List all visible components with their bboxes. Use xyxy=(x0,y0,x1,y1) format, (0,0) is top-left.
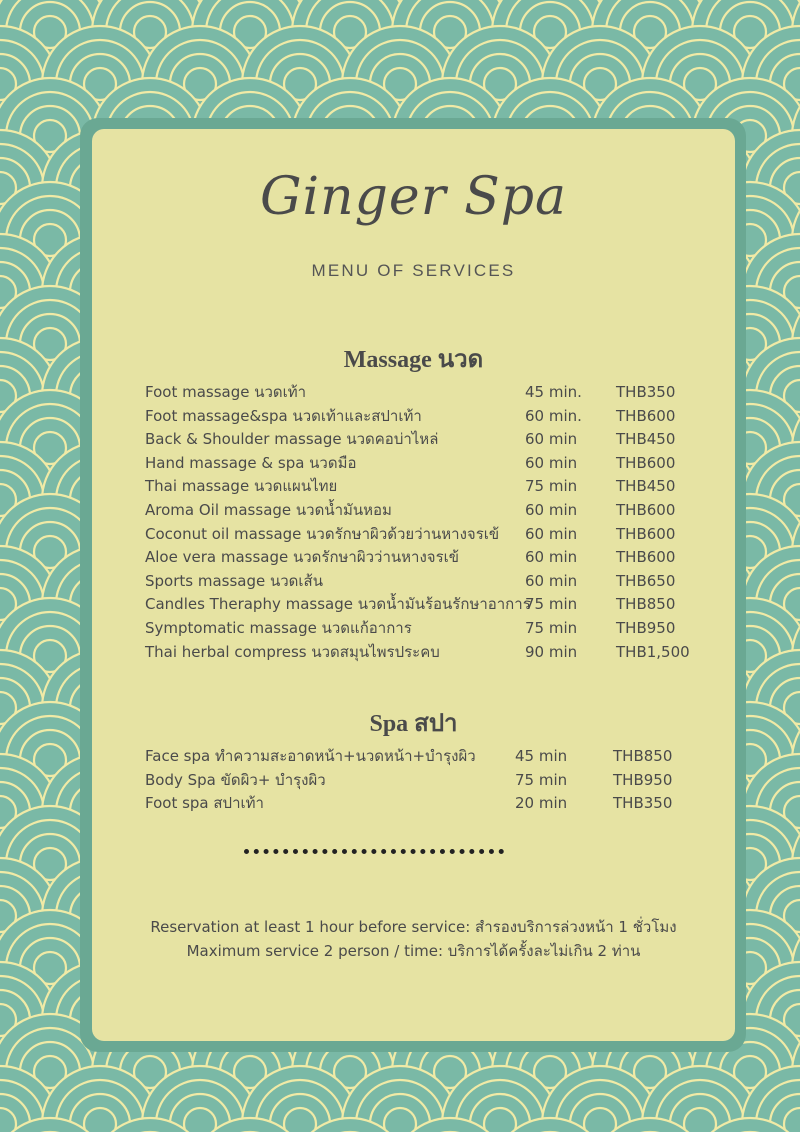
service-row xyxy=(145,452,705,476)
service-row xyxy=(145,792,705,816)
service-price: THB600 xyxy=(616,406,676,425)
service-name: Body Spa ขัดผิว+ บำรุงผิว xyxy=(145,770,326,789)
service-price: THB350 xyxy=(616,383,676,401)
service-price: THB450 xyxy=(616,477,676,496)
service-name: Aloe vera massage นวดรักษาผิวว่านหางจรเข้ xyxy=(145,548,460,567)
service-name: Candles Theraphy massage นวดน้ำมันร้อนรักษาอาการ xyxy=(145,595,531,614)
service-row xyxy=(145,523,705,547)
service-name: Aroma Oil massage นวดน้ำมันหอม xyxy=(145,500,392,519)
service-price: THB450 xyxy=(616,430,676,449)
service-price: THB850 xyxy=(613,747,673,765)
service-name: Sports massage นวดเส้น xyxy=(145,571,323,590)
service-price: THB1,500 xyxy=(616,642,690,661)
reservation-notes xyxy=(92,915,735,963)
menu-subtitle: MENU OF SERVICES xyxy=(311,261,516,280)
service-duration: 60 min xyxy=(525,500,578,519)
service-price: THB600 xyxy=(616,548,676,567)
service-duration: 90 min xyxy=(525,642,578,661)
service-name: Thai massage นวดแผนไทย xyxy=(145,477,338,496)
service-price: THB650 xyxy=(616,571,676,590)
service-row xyxy=(145,381,705,405)
service-duration: 45 min xyxy=(515,747,568,765)
service-duration: 60 min xyxy=(525,453,578,472)
service-price: THB350 xyxy=(613,794,673,813)
service-price: THB600 xyxy=(616,500,676,519)
service-name: Symptomatic massage นวดแก้อาการ xyxy=(145,618,412,637)
service-price: THB950 xyxy=(613,770,673,789)
service-row xyxy=(145,546,705,570)
service-duration: 75 min xyxy=(525,595,578,614)
service-duration: 75 min xyxy=(525,618,578,637)
service-duration: 60 min xyxy=(525,524,578,543)
service-duration: 45 min. xyxy=(525,383,582,401)
service-duration: 75 min xyxy=(525,477,578,496)
service-name: Hand massage & spa นวดมือ xyxy=(145,453,357,472)
massage-list xyxy=(145,381,705,664)
service-row xyxy=(145,641,705,665)
service-duration: 60 min. xyxy=(525,406,582,425)
service-price: THB600 xyxy=(616,453,676,472)
service-duration: 75 min xyxy=(515,770,568,789)
capacity-note: Maximum service 2 person / time: บริการได้ครั้งละไม่เกิน 2 ท่าน xyxy=(186,942,641,960)
spa-list xyxy=(145,745,705,816)
service-duration: 20 min xyxy=(515,794,568,813)
service-name: Foot massage&spa นวดเท้าและสปาเท้า xyxy=(145,406,422,425)
service-name: Back & Shoulder massage นวดคอบ่าไหล่ xyxy=(145,430,439,449)
service-name: Coconut oil massage นวดรักษาผิวด้วยว่านหางจรเข้ xyxy=(145,524,500,543)
menu-card xyxy=(92,129,735,1041)
service-row xyxy=(145,570,705,594)
service-row xyxy=(145,593,705,617)
service-price: THB950 xyxy=(616,618,676,637)
spa-section-title: Spa สปา xyxy=(369,711,458,737)
service-name: Foot spa สปาเท้า xyxy=(145,794,264,813)
brand-logo-text: Ginger Spa xyxy=(259,167,568,227)
service-price: THB850 xyxy=(616,595,676,614)
service-name: Face spa ทำความสะอาดหน้า+นวดหน้า+บำรุงผิว xyxy=(145,747,476,765)
service-duration: 60 min xyxy=(525,571,578,590)
service-row xyxy=(145,428,705,452)
service-price: THB600 xyxy=(616,524,676,543)
reservation-note: Reservation at least 1 hour before service: สำรองบริการล่วงหน้า 1 ชั่วโมง xyxy=(150,918,677,936)
massage-section-title: Massage นวด xyxy=(343,347,484,373)
service-row xyxy=(145,617,705,641)
service-row xyxy=(145,405,705,429)
service-duration: 60 min xyxy=(525,430,578,449)
service-name: Thai herbal compress นวดสมุนไพรประคบ xyxy=(145,642,440,661)
service-row xyxy=(145,499,705,523)
service-row xyxy=(145,769,705,793)
service-row xyxy=(145,475,705,499)
service-row xyxy=(145,745,705,769)
service-duration: 60 min xyxy=(525,548,578,567)
dotted-divider xyxy=(244,849,504,854)
service-name: Foot massage นวดเท้า xyxy=(145,383,307,401)
